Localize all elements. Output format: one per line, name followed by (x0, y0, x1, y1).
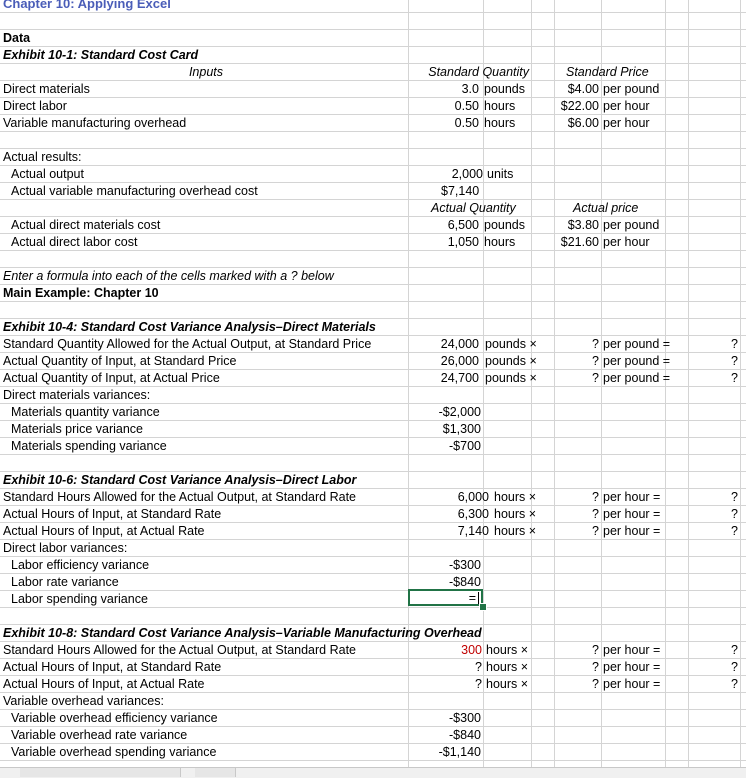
ex8-rate-cell[interactable]: ? (592, 643, 599, 657)
ex8-unit[interactable]: hours × (486, 660, 529, 674)
ex8-unit[interactable]: hours × (486, 643, 529, 657)
dl-price-unit[interactable]: per hour (603, 99, 650, 113)
variance-label[interactable]: Variable overhead spending variance (11, 745, 217, 759)
ex8-result-cell[interactable]: ? (731, 660, 738, 674)
ex6-unit[interactable]: hours × (494, 507, 537, 521)
actual-dl-label[interactable]: Actual direct labor cost (11, 235, 138, 249)
dm-qty-unit[interactable]: pounds (484, 82, 526, 96)
dm-std-qty[interactable]: 3.0 (461, 82, 479, 96)
variance-label[interactable]: Materials price variance (11, 422, 143, 436)
labor-spending-variance-input[interactable]: = (468, 591, 476, 605)
ex6-qty[interactable]: 6,300 (457, 507, 489, 521)
actual-output-unit[interactable]: units (487, 167, 514, 181)
ex6-variances-heading[interactable]: Direct labor variances: (3, 541, 128, 555)
column-divider (740, 0, 741, 767)
actual-dm-price[interactable]: $3.80 (567, 218, 599, 232)
variance-label[interactable]: Variable overhead efficiency variance (11, 711, 218, 725)
ex6-heading[interactable]: Exhibit 10-6: Standard Cost Variance Analysis–Direct Labor (3, 473, 357, 487)
ex6-qty[interactable]: 7,140 (457, 524, 489, 538)
ex8-rate-unit[interactable]: per hour = (603, 677, 661, 691)
ex4-heading[interactable]: Exhibit 10-4: Standard Cost Variance Analysis–Direct Materials (3, 320, 376, 334)
ex4-price-cell[interactable]: ? (592, 354, 599, 368)
ex6-result-cell[interactable]: ? (731, 524, 738, 538)
col-standard-quantity[interactable]: Standard Quantity (428, 65, 529, 79)
ex4-rate-unit[interactable]: per pound = (603, 337, 671, 351)
ex8-heading[interactable]: Exhibit 10-8: Standard Cost Variance Analysis–Variable Manufacturing Overhead (3, 626, 482, 640)
row-divider (0, 165, 746, 166)
ex6-rate-cell[interactable]: ? (592, 490, 599, 504)
ex6-rate-cell[interactable]: ? (592, 524, 599, 538)
ex4-unit[interactable]: pounds × (485, 371, 537, 385)
ex4-rate-unit[interactable]: per pound = (603, 354, 671, 368)
ex8-variances-heading[interactable]: Variable overhead variances: (3, 694, 164, 708)
actual-voh-label[interactable]: Actual variable manufacturing overhead cost (11, 184, 258, 198)
ex8-qty[interactable]: ? (475, 677, 482, 691)
ex6-result-cell[interactable]: ? (731, 490, 738, 504)
dm-std-price[interactable]: $4.00 (567, 82, 599, 96)
dl-std-price[interactable]: $22.00 (560, 99, 599, 113)
ex8-row-label[interactable]: Actual Hours of Input, at Standard Rate (3, 660, 222, 674)
variance-label[interactable]: Materials spending variance (11, 439, 167, 453)
column-divider (601, 0, 602, 767)
actual-dl-qty-unit[interactable]: hours (484, 235, 516, 249)
actual-dm-label[interactable]: Actual direct materials cost (11, 218, 161, 232)
ex4-row-label[interactable]: Actual Quantity of Input, at Standard Price (3, 354, 237, 368)
actual-dm-qty-unit[interactable]: pounds (484, 218, 526, 232)
ex4-variances-heading[interactable]: Direct materials variances: (3, 388, 151, 402)
ex4-qty[interactable]: 26,000 (440, 354, 479, 368)
actual-output-label[interactable]: Actual output (11, 167, 84, 181)
variance-value[interactable]: -$300 (449, 711, 481, 725)
actual-results-heading[interactable]: Actual results: (3, 150, 82, 164)
ex6-rate-unit[interactable]: per hour = (603, 507, 661, 521)
row-divider (0, 148, 746, 149)
ex8-rate-unit[interactable]: per hour = (603, 660, 661, 674)
variance-value[interactable]: -$840 (449, 575, 481, 589)
ex8-qty[interactable]: ? (475, 660, 482, 674)
actual-dl-qty[interactable]: 1,050 (447, 235, 479, 249)
ex4-unit[interactable]: pounds × (485, 337, 537, 351)
ex6-row-label[interactable]: Actual Hours of Input, at Actual Rate (3, 524, 205, 538)
sheet-tab[interactable] (20, 768, 181, 777)
col-actual-quantity[interactable]: Actual Quantity (431, 201, 516, 215)
data-label[interactable]: Data (3, 31, 31, 45)
ex6-unit[interactable]: hours × (494, 524, 537, 538)
ex6-row-label[interactable]: Standard Hours Allowed for the Actual Output, at Standard Rate (3, 490, 356, 504)
dl-std-qty[interactable]: 0.50 (454, 99, 479, 113)
direct-materials-label[interactable]: Direct materials (3, 82, 90, 96)
row-divider (0, 29, 746, 30)
actual-dm-qty[interactable]: 6,500 (447, 218, 479, 232)
sheet-tab[interactable] (195, 768, 236, 777)
variance-label[interactable]: Variable overhead rate variance (11, 728, 188, 742)
instruction-text[interactable]: Enter a formula into each of the cells marked with a ? below (3, 269, 334, 283)
actual-output-value[interactable]: 2,000 (451, 167, 483, 181)
ex4-qty[interactable]: 24,000 (440, 337, 479, 351)
ex6-row-label[interactable]: Actual Hours of Input, at Standard Rate (3, 507, 222, 521)
ex4-result-cell[interactable]: ? (731, 371, 738, 385)
ex8-row-label[interactable]: Actual Hours of Input, at Actual Rate (3, 677, 205, 691)
main-example-heading[interactable]: Main Example: Chapter 10 (3, 286, 159, 300)
ex8-result-cell[interactable]: ? (731, 677, 738, 691)
variance-label[interactable]: Labor spending variance (11, 592, 148, 606)
inputs-label[interactable]: Inputs (188, 65, 223, 79)
ex8-qty[interactable]: 300 (461, 643, 482, 657)
ex4-unit[interactable]: pounds × (485, 354, 537, 368)
variance-label[interactable]: Labor efficiency variance (11, 558, 150, 572)
variance-label[interactable]: Labor rate variance (11, 575, 119, 589)
col-actual-price[interactable]: Actual price (573, 201, 639, 215)
ex4-price-cell[interactable]: ? (592, 337, 599, 351)
fill-handle[interactable] (479, 603, 487, 611)
variance-value[interactable]: -$1,140 (438, 745, 481, 759)
voh-std-price[interactable]: $6.00 (567, 116, 599, 130)
ex4-qty[interactable]: 24,700 (440, 371, 479, 385)
actual-dl-price[interactable]: $21.60 (560, 235, 599, 249)
ex6-rate-unit[interactable]: per hour = (603, 490, 661, 504)
sheet-title[interactable]: Chapter 10: Applying Excel (3, 0, 171, 11)
voh-qty-unit[interactable]: hours (484, 116, 516, 130)
ex4-price-cell[interactable]: ? (592, 371, 599, 385)
variance-value[interactable]: -$700 (449, 439, 481, 453)
variance-value[interactable]: -$300 (449, 558, 481, 572)
ex4-rate-unit[interactable]: per pound = (603, 371, 671, 385)
voh-label[interactable]: Variable manufacturing overhead (3, 116, 187, 130)
ex1-heading[interactable]: Exhibit 10-1: Standard Cost Card (3, 48, 199, 62)
ex6-rate-cell[interactable]: ? (592, 507, 599, 521)
variance-label[interactable]: Materials quantity variance (11, 405, 160, 419)
ex4-row-label[interactable]: Actual Quantity of Input, at Actual Price (3, 371, 220, 385)
actual-voh-value[interactable]: $7,140 (441, 184, 480, 198)
ex6-result-cell[interactable]: ? (731, 507, 738, 521)
ex6-rate-unit[interactable]: per hour = (603, 524, 661, 538)
ex8-rate-cell[interactable]: ? (592, 660, 599, 674)
ex4-result-cell[interactable]: ? (731, 337, 738, 351)
voh-price-unit[interactable]: per hour (603, 116, 650, 130)
voh-std-qty[interactable]: 0.50 (454, 116, 479, 130)
direct-labor-label[interactable]: Direct labor (3, 99, 67, 113)
ex8-row-label[interactable]: Standard Hours Allowed for the Actual Output, at Standard Rate (3, 643, 356, 657)
ex8-rate-cell[interactable]: ? (592, 677, 599, 691)
actual-dl-price-unit[interactable]: per hour (603, 235, 650, 249)
ex4-row-label[interactable]: Standard Quantity Allowed for the Actual Output, at Standard Price (3, 337, 372, 351)
ex8-result-cell[interactable]: ? (731, 643, 738, 657)
row-divider (0, 12, 746, 13)
ex6-qty[interactable]: 6,000 (457, 490, 489, 504)
ex8-unit[interactable]: hours × (486, 677, 529, 691)
actual-dm-price-unit[interactable]: per pound (603, 218, 660, 232)
variance-value[interactable]: -$2,000 (438, 405, 481, 419)
dl-qty-unit[interactable]: hours (484, 99, 516, 113)
ex4-result-cell[interactable]: ? (731, 354, 738, 368)
ex8-rate-unit[interactable]: per hour = (603, 643, 661, 657)
ex6-unit[interactable]: hours × (494, 490, 537, 504)
dm-price-unit[interactable]: per pound (603, 82, 660, 96)
variance-value[interactable]: -$840 (449, 728, 481, 742)
col-standard-price[interactable]: Standard Price (566, 65, 649, 79)
variance-value[interactable]: $1,300 (442, 422, 481, 436)
